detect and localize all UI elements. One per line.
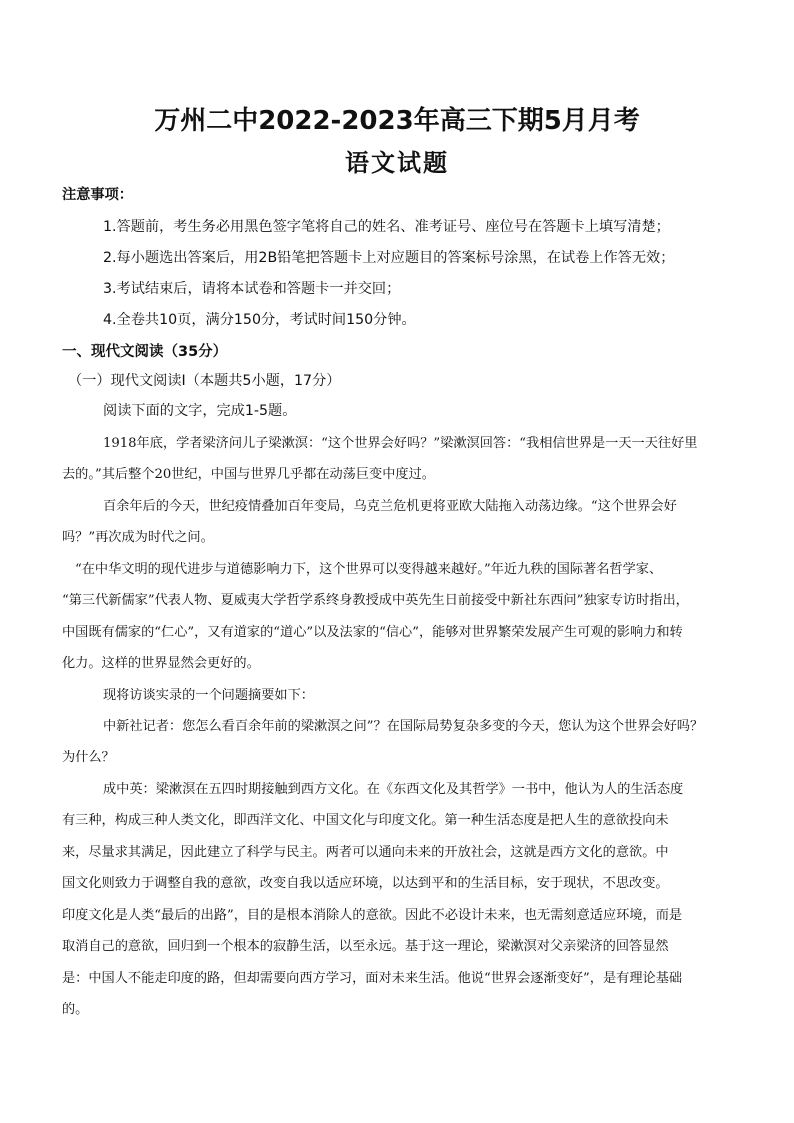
- notice-heading: 注意事项：: [62, 187, 133, 203]
- notice-item: 1.答题前，考生务必用黑色签字笔将自己的姓名、准考证号、座位号在答题卡上填写清楚；: [103, 219, 670, 235]
- notice-item: 4.全卷共10页，满分150分，考试时间150分钟。: [103, 312, 416, 328]
- passage-line: 中国既有儒家的“仁心”，又有道家的“道心”以及法家的“信心”，能够对世界繁荣发展产生可观的影响力和转: [62, 625, 683, 640]
- passage-line: 来，尽量求其满足，因此建立了科学与民主。两者可以通向未来的开放社会，这就是西方文化的意欲。中: [62, 845, 669, 860]
- passage-line: 现将访谈实录的一个问题摘要如下：: [103, 688, 314, 703]
- passage-line: 1918年底，学者梁济问儿子梁漱溟：“这个世界会好吗？”梁漱溟回答：“我相信世界是一天一天往好里: [103, 436, 698, 451]
- passage-line: 的。: [62, 1002, 89, 1017]
- passage-line: “在中华文明的现代进步与道德影响力下，这个世界可以变得越来越好。”年近九秩的国际著名哲学家、: [75, 562, 663, 577]
- notice-item: 2.每小题选出答案后，用2B铅笔把答题卡上对应题目的答案标号涂黑，在试卷上作答无效；: [103, 250, 675, 266]
- section-heading: 一、现代文阅读（35分）: [62, 344, 228, 360]
- passage-line: 去的。”其后整个20世纪，中国与世界几乎都在动荡巨变中度过。: [62, 467, 435, 482]
- passage-line: 有三种，构成三种人类文化，即西洋文化、中国文化与印度文化。第一种生活态度是把人生的意欲投向未: [62, 813, 669, 828]
- passage-line: 印度文化是人类“最后的出路”，目的是根本消除人的意欲。因此不必设计未来，也无需刻意适应环境，而是: [62, 908, 683, 923]
- exam-title: 万州二中2022-2023年高三下期5月月考: [154, 106, 640, 136]
- passage-line: 吗？”再次成为时代之问。: [62, 530, 214, 545]
- notice-item: 3.考试结束后，请将本试卷和答题卡一并交回；: [103, 281, 401, 297]
- exam-subtitle: 语文试题: [345, 149, 449, 177]
- passage-line: 百余年后的今天，世纪疫情叠加百年变局，乌克兰危机更将亚欧大陆拖入动荡边缘。“这个世界会好: [103, 499, 677, 514]
- passage-line: 取消自己的意欲，回归到一个根本的寂静生活，以至永远。基于这一理论，梁漱溟对父亲梁济的回答显然: [62, 939, 669, 954]
- passage-line: 中新社记者：您怎么看百余年前的梁漱溟之问”？在国际局势复杂多变的今天，您认为这个世界会好吗？: [103, 719, 704, 734]
- passage-line: “第三代新儒家”代表人物、夏威夷大学哲学系终身教授成中英先生日前接受中新社东西问”独家专访时指出，: [62, 593, 689, 608]
- passage-line: 为什么？: [62, 750, 115, 765]
- passage-line: 国文化则致力于调整自我的意欲，改变自我以适应环境，以达到平和的生活目标，安于现状，不思改变。: [62, 876, 669, 891]
- reading-instruction: 阅读下面的文字，完成1-5题。: [103, 403, 297, 419]
- passage-line: 成中英：梁漱溟在五四时期接触到西方文化。在《东西文化及其哲学》一书中，他认为人的生活态度: [103, 782, 684, 797]
- subsection-heading: （一）现代文阅读Ⅰ（本题共5小题，17分）: [68, 373, 341, 389]
- passage-line: 是：中国人不能走印度的路，但却需要向西方学习，面对未来生活。他说“世界会逐渐变好”，是有理论基础: [62, 971, 683, 986]
- passage-line: 化力。这样的世界显然会更好的。: [62, 656, 260, 671]
